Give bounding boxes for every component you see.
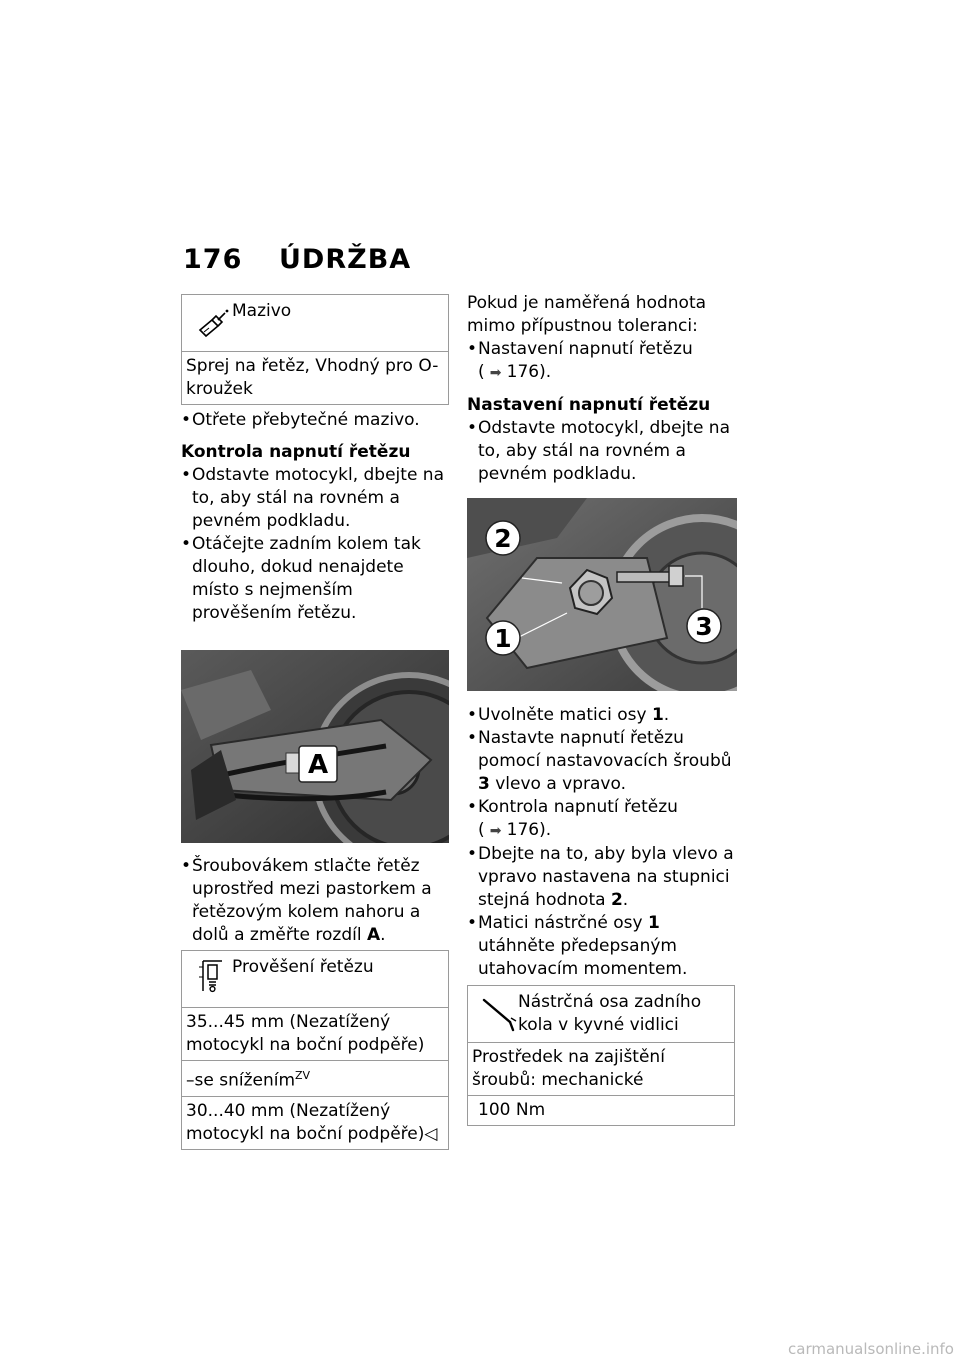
caliper-icon xyxy=(194,957,232,995)
bullet-park-left: • Odstavte motocykl, dbejte na to, aby stál na rovném a pevném podkladu. xyxy=(181,464,449,533)
photo-label-1: 1 xyxy=(494,624,512,653)
bullet-park-right: • Odstavte motocykl, dbejte na to, aby stál na rovném a pevném podkladu. xyxy=(467,417,735,486)
page-reference-1[interactable]: ( ➡ 176). xyxy=(467,361,735,385)
bullet-wipe: • Otřete přebytečné mazivo. xyxy=(181,409,449,432)
bullet-press-end: . xyxy=(380,925,386,945)
torque-box xyxy=(467,985,735,1126)
page-ref-2-text: 176). xyxy=(506,820,552,840)
bullet-rotate: • Otáčejte zadním kolem tak dlouho, dokud nenajdete místo s nejmenším prověšením řetězu. xyxy=(181,533,449,625)
page-number: 176 xyxy=(183,244,243,275)
oil-can-icon xyxy=(194,303,232,341)
bullet-press xyxy=(181,855,449,947)
torque-threadlock: Prostředek na zajištění šroubů: mechanické xyxy=(468,1043,734,1096)
photo-label-2: 2 xyxy=(494,524,512,553)
bullet-loosen-text: Uvolněte matici osy xyxy=(478,705,652,725)
bullet-tighten-ref: 1 xyxy=(647,913,660,933)
chain-sag-value-3 xyxy=(182,1097,448,1149)
bullet-loosen xyxy=(467,704,735,727)
lubricant-label: Mazivo xyxy=(232,301,292,321)
page-title: ÚDRŽBA xyxy=(279,244,412,275)
axle-adjust-photo xyxy=(467,498,737,691)
left-column xyxy=(181,294,449,1150)
page-header xyxy=(183,244,411,275)
heading-chain-adjust: Nastavení napnutí řetězu xyxy=(467,395,711,415)
bullet-tighten-end: utáhněte předepsaným utahovacím momentem. xyxy=(478,936,688,979)
chain-sag-lowered xyxy=(182,1061,448,1097)
bullet-scale-ref: 2 xyxy=(610,890,623,910)
bullet-tighten xyxy=(467,912,735,981)
tolerance-intro: Pokud je naměřená hodnota mimo přípustnou toleranci: xyxy=(467,293,707,336)
chain-photo xyxy=(181,650,449,843)
lubricant-box xyxy=(181,294,449,405)
chain-sag-value-3-text: 30...40 mm (Nezatížený motocykl na boční podpěře) xyxy=(186,1100,425,1144)
right-column xyxy=(467,292,735,1126)
bullet-set-text: Nastavte napnutí řetězu pomocí nastavovacích šroubů xyxy=(478,728,732,771)
torque-box-head xyxy=(468,986,734,1043)
photo-label-3: 3 xyxy=(695,612,713,641)
torque-label: Nástrčná osa zadního kola v kyvné vidlici xyxy=(518,992,702,1035)
chain-sag-lowered-text: –se snížením xyxy=(186,1070,296,1091)
bullet-loosen-ref: 1 xyxy=(651,705,664,725)
torque-wrench-icon xyxy=(480,994,518,1032)
chain-sag-box xyxy=(181,950,449,1150)
bullet-scale-end: . xyxy=(622,890,629,910)
bullet-set-tension xyxy=(467,727,735,796)
page-reference-2[interactable]: ( ➡ 176). xyxy=(467,819,735,843)
end-mark: ◁ xyxy=(424,1123,438,1144)
heading-chain-check: Kontrola napnutí řetězu xyxy=(181,442,411,462)
bullet-scale-text: Dbejte na to, aby byla vlevo a vpravo nastavena na stupnici stejná hodnota xyxy=(478,844,734,910)
bullet-loosen-end: . xyxy=(663,705,670,725)
chain-sag-box-head xyxy=(182,951,448,1008)
page-ref-arrow-icon: ➡ xyxy=(489,823,502,839)
lubricant-box-head xyxy=(182,295,448,352)
bullet-set-ref: 3 xyxy=(478,774,490,794)
bullet-scale xyxy=(467,843,735,912)
bullet-press-text: Šroubovákem stlačte řetěz uprostřed mezi pastorkem a řetězovým kolem nahoru a dolů a změřte rozdíl xyxy=(192,856,432,945)
photo-label-a: A xyxy=(307,750,329,780)
optional-equipment-mark: ZV xyxy=(295,1069,311,1082)
chain-sag-label: Prověšení řetězu xyxy=(232,957,374,977)
lubricant-value: Sprej na řetěz, Vhodný pro O-kroužek xyxy=(186,356,439,399)
chain-sag-value-1: 35...45 mm (Nezatížený motocykl na boční podpěře) xyxy=(182,1008,448,1061)
bullet-set-end: vlevo a vpravo. xyxy=(489,774,627,794)
torque-value: 100 Nm xyxy=(478,1100,546,1120)
bullet-press-ref: A xyxy=(366,925,381,945)
watermark: carmanualsonline.info xyxy=(788,1340,954,1358)
bullet-adjust-link: • Nastavení napnutí řetězu xyxy=(467,338,735,361)
page-ref-arrow-icon: ➡ xyxy=(489,365,502,381)
bullet-check-link: • Kontrola napnutí řetězu xyxy=(467,796,735,819)
page-ref-1-text: 176). xyxy=(506,362,552,382)
bullet-tighten-text: Matici nástrčné osy xyxy=(478,913,648,933)
